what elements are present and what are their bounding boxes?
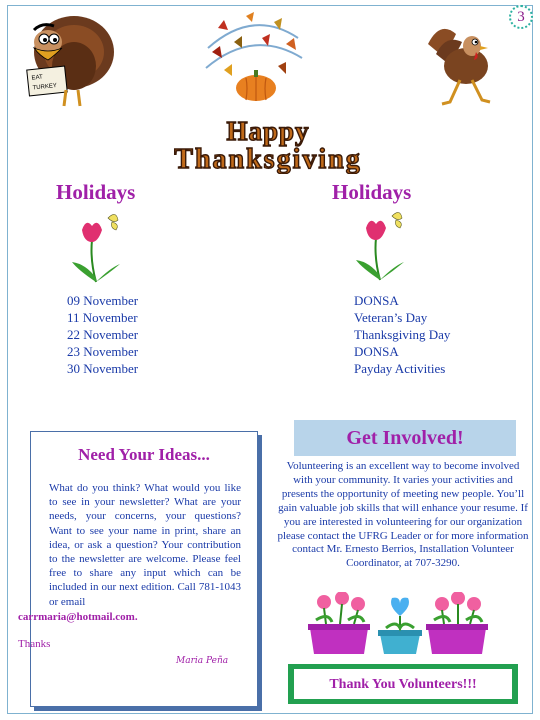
flower-pots-icon [308, 592, 488, 662]
page-number-badge: 3 [509, 5, 533, 29]
tulip-butterfly-icon [68, 210, 128, 284]
svg-text:EAT: EAT [31, 74, 44, 82]
list-item: Veteran’s Day [354, 310, 428, 325]
list-item: 30 November [67, 361, 139, 376]
get-involved-banner: Get Involved! [294, 420, 516, 456]
list-item: 22 November [67, 327, 139, 342]
turkey-with-sign-icon [14, 10, 124, 110]
tulip-butterfly-icon [352, 208, 412, 282]
holidays-heading-right: Holidays [332, 180, 412, 204]
list-item: Thanksgiving Day [354, 327, 451, 342]
title-thanksgiving: Thanksgiving [174, 144, 362, 174]
get-involved-body: Volunteering is an excellent way to become involved with your community. It varies your activities and presents the opportunity of meeting new people. You’ll gain valuable job skills that will enhance your resume. If you are interested in volunteering for our organization please contact the UFRG Leader or for more information contact Mr. Ernesto Berrios, Installation Volunteer Coordinator, at 707-3290. [277, 460, 529, 570]
ideas-email-link[interactable]: carrmaria@hotmail.com. [18, 611, 138, 623]
thank-you-label: Thank You Volunteers!!! [294, 669, 512, 699]
svg-text:TURKEY: TURKEY [32, 83, 58, 92]
list-item: 09 November [67, 293, 139, 308]
running-turkey-icon [420, 14, 510, 112]
holiday-events-list [354, 292, 450, 377]
ideas-title: Need Your Ideas... [78, 445, 210, 464]
title-happy: Happy [226, 118, 310, 146]
list-item: DONSA [354, 293, 399, 308]
list-item: 23 November [67, 344, 139, 359]
list-item: DONSA [354, 344, 399, 359]
list-item: 11 November [67, 310, 138, 325]
ideas-signature: Maria Peña [176, 656, 229, 666]
holiday-dates-list [67, 292, 138, 377]
holidays-heading-left: Holidays [56, 180, 136, 204]
ideas-thanks: Thanks [18, 638, 51, 650]
thank-you-banner [288, 664, 518, 704]
ideas-body: What do you think? What would you like to see in your newsletter? What are your needs, your concerns, your questions? Want to see your name in print, share an idea, or ask a question? Your contribution to the newsletter are welcome. Please feel free to share any input which can be included in our next edition. Call 781-1043 or email [49, 482, 241, 608]
autumn-leaves-pumpkin-icon [198, 8, 308, 108]
list-item: Payday Activities [354, 361, 446, 376]
happy-thanksgiving-title [108, 118, 428, 174]
